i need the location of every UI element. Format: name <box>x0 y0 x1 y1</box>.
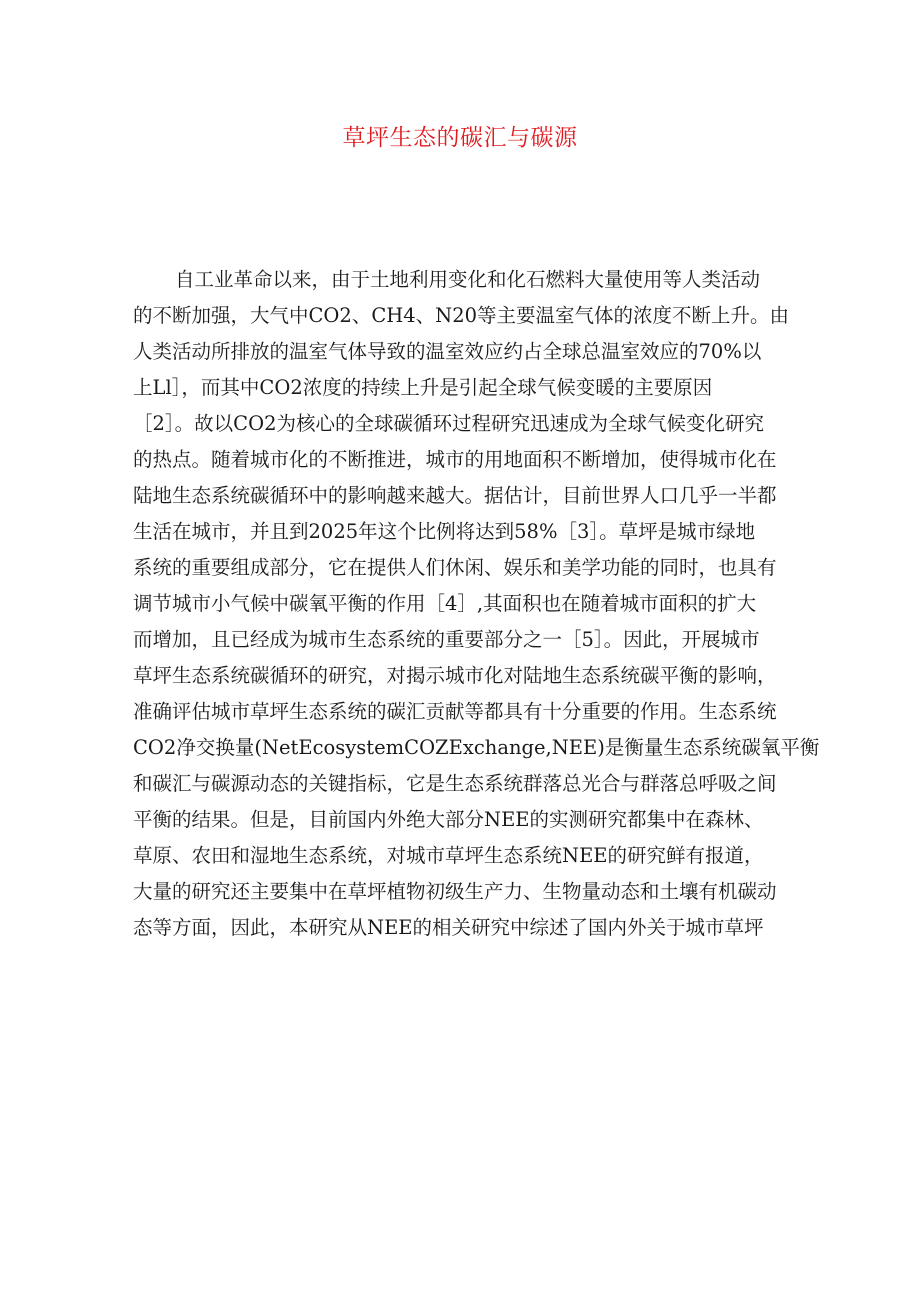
paragraph-line: ［2］。故以CO2为核心的全球碳循环过程研究迅速成为全球气候变化研究 <box>133 412 764 435</box>
paragraph-line: 自工业革命以来，由于土地利用变化和化石燃料大量使用等人类活动 <box>175 268 761 291</box>
paragraph-line: 生活在城市，并且到2025年这个比例将达到58%［3］。草坪是城市绿地 <box>133 520 756 543</box>
paragraph-line: 态等方面，因此，本研究从NEE的相关研究中综述了国内外关于城市草坪 <box>133 916 764 939</box>
paragraph-line: 上Ll］，而其中CO2浓度的持续上升是引起全球气候变暖的主要原因 <box>133 376 713 399</box>
paragraph-line: 草原、农田和湿地生态系统，对城市草坪生态系统NEE的研究鲜有报道， <box>133 844 764 867</box>
paragraph-line: 系统的重要组成部分，它在提供人们休闲、娱乐和美学功能的同时，也具有 <box>133 556 777 579</box>
document-title: 草坪生态的碳汇与碳源 <box>342 125 578 151</box>
paragraph-line: 平衡的结果。但是，目前国内外绝大部分NEE的实测研究都集中在森林、 <box>133 808 764 831</box>
paragraph-line: 大量的研究还主要集中在草坪植物初级生产力、生物量动态和土壤有机碳动 <box>133 880 777 903</box>
paragraph-line: 准确评估城市草坪生态系统的碳汇贡献等都具有十分重要的作用。生态系统 <box>133 700 777 723</box>
paragraph-line: 陆地生态系统碳循环中的影响越来越大。据估计，目前世界人口几乎一半都 <box>133 484 777 507</box>
paragraph-line: 草坪生态系统碳循环的研究，对揭示城市化对陆地生态系统碳平衡的影响， <box>133 664 777 687</box>
paragraph-line: 而增加，且已经成为城市生态系统的重要部分之一［5］。因此，开展城市 <box>133 628 760 651</box>
paragraph-line: 的不断加强，大气中CO2、CH4、N20等主要温室气体的浓度不断上升。由 <box>133 304 790 327</box>
paragraph-line: 人类活动所排放的温室气体导致的温室效应约占全球总温室效应的70%以 <box>133 340 762 363</box>
paragraph-line: 调节城市小气候中碳氧平衡的作用［4］,其面积也在随着城市面积的扩大 <box>133 592 757 615</box>
paragraph-line: 和碳汇与碳源动态的关键指标，它是生态系统群落总光合与群落总呼吸之间 <box>133 772 777 795</box>
paragraph-line: 的热点。随着城市化的不断推进，城市的用地面积不断增加，使得城市化在 <box>133 448 777 471</box>
body-paragraph <box>133 262 820 946</box>
paragraph-line: CO2净交换量(NetEcosystemCOZExchange,NEE)是衡量生态系统碳氧平衡 <box>133 736 820 759</box>
